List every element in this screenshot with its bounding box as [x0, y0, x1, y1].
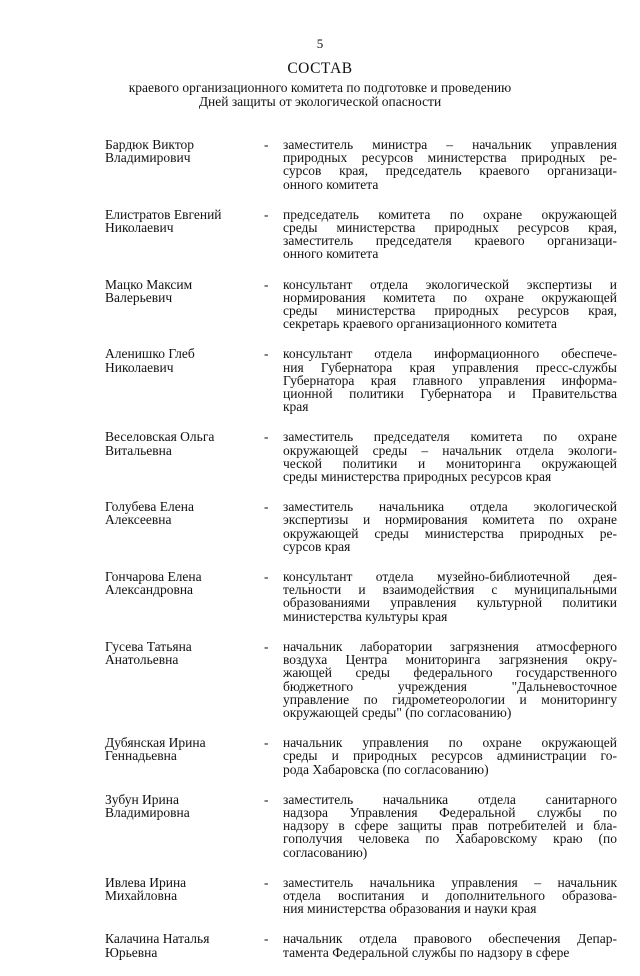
- member-name-line: Гончарова Елена: [105, 569, 202, 585]
- member-role-line: тельности и взаимодействия с муниципальными: [283, 582, 617, 598]
- member-role-line: сурсов края: [283, 538, 351, 554]
- member-role-line: жающей среды федерального государственного: [283, 665, 617, 681]
- committee-member: [105, 876, 617, 916]
- member-role-line: края: [283, 399, 309, 415]
- member-role-line: управление по гидрометеорологии и мониторингу: [283, 691, 617, 707]
- member-name: [105, 430, 255, 456]
- member-name-line: Калачина Наталья: [105, 931, 210, 947]
- member-name-line: Николаевич: [105, 359, 174, 375]
- committee-member: [105, 500, 617, 553]
- member-name-line: Елистратов Евгений: [105, 206, 222, 222]
- member-role-line: консультант отдела экологической экспертизы и: [283, 276, 617, 292]
- member-name: [105, 278, 255, 304]
- member-name: [105, 876, 255, 902]
- committee-member-list: [105, 138, 617, 976]
- member-role-line: заместитель начальника отдела санитарного: [283, 791, 617, 807]
- member-role-line: ционной политики Губернатора и Правительства: [283, 386, 617, 402]
- member-role-line: секретарь краевого организационного комитета: [283, 316, 558, 332]
- member-name: [105, 138, 255, 164]
- member-role-line: консультант отдела информационного обеспече-: [283, 346, 617, 362]
- member-role-line: онного комитета: [283, 176, 379, 192]
- member-name: [105, 640, 255, 666]
- member-name-line: Голубева Елена: [105, 499, 194, 515]
- committee-member: [105, 430, 617, 483]
- member-role-line: председатель комитета по охране окружающей: [283, 206, 617, 222]
- member-role-line: начальник управления по охране окружающей: [283, 735, 617, 751]
- member-role: [278, 932, 617, 958]
- dash-separator: -: [264, 874, 269, 890]
- member-role-line: начальник отдела правового обеспечения Депар-: [283, 931, 617, 947]
- committee-member: [105, 640, 617, 719]
- member-role-line: окружающей среды – начальник отдела экологи-: [283, 442, 617, 458]
- member-name: [105, 570, 255, 596]
- member-name-line: Аленишко Глеб: [105, 346, 195, 362]
- member-role-line: воздуха Центра мониторинга загрязнения окру-: [283, 652, 617, 668]
- member-name-line: Алексеевна: [105, 512, 172, 528]
- committee-member: [105, 793, 617, 859]
- member-role-line: среды министерства природных ресурсов края,: [283, 303, 617, 319]
- member-role: [278, 430, 617, 483]
- member-role-line: рода Хабаровска (по согласованию): [283, 761, 489, 777]
- page-number: 5: [316, 36, 324, 51]
- member-role-line: окружающей среды" (по согласованию): [283, 704, 512, 720]
- member-role-line: среды и природных ресурсов администрации го-: [283, 748, 617, 764]
- member-role-line: заместитель председателя краевого организаци-: [283, 233, 617, 249]
- member-name-line: Бардюк Виктор: [105, 137, 195, 152]
- member-name-line: Юрьевна: [105, 944, 158, 960]
- member-name: [105, 793, 255, 819]
- member-name-line: Александровна: [105, 582, 194, 598]
- member-role-line: отдела воспитания и дополнительного образова-: [283, 887, 617, 903]
- member-role-line: среды министерства природных ресурсов края,: [283, 220, 617, 236]
- member-role-line: надзора Управления Федеральной службы по: [283, 804, 617, 820]
- dash-separator: -: [264, 499, 269, 515]
- member-name-line: Гусева Татьяна: [105, 638, 192, 654]
- member-role-line: нормирования комитета по охране окружающей: [283, 289, 617, 305]
- member-role-line: образованиями управления культурной политики: [283, 595, 617, 611]
- subtitle-line: краевого организационного комитета по подготовке и проведению: [128, 80, 512, 95]
- member-name: [105, 347, 255, 373]
- member-name: [105, 736, 255, 762]
- member-role-line: бюджетного учреждения "Дальневосточное: [283, 678, 617, 694]
- committee-member: [105, 278, 617, 331]
- committee-member: [105, 138, 617, 191]
- committee-member: [105, 570, 617, 623]
- dash-separator: -: [264, 569, 269, 585]
- member-name: [105, 932, 255, 958]
- member-name-line: Мацко Максим: [105, 276, 193, 292]
- document-title: СОСТАВ: [287, 60, 353, 77]
- committee-member: [105, 736, 617, 776]
- member-name-line: Зубун Ирина: [105, 791, 179, 807]
- member-role-line: заместитель министра – начальник управления: [283, 137, 617, 152]
- member-role-line: начальник лаборатории загрязнения атмосферного: [283, 638, 617, 654]
- subtitle-line: Дней защиты от экологической опасности: [198, 94, 442, 109]
- member-role-line: министерства культуры края: [283, 608, 448, 624]
- member-name: [105, 208, 255, 234]
- committee-member: [105, 347, 617, 413]
- committee-member: [105, 932, 617, 958]
- member-role: [278, 347, 617, 413]
- member-name-line: Витальевна: [105, 442, 172, 458]
- member-role-line: заместитель начальника управления – начальник: [283, 874, 617, 890]
- member-role: [278, 500, 617, 553]
- member-role-line: среды министерства природных ресурсов края: [283, 469, 552, 485]
- dash-separator: -: [264, 137, 269, 152]
- member-role: [278, 736, 617, 776]
- member-name-line: Николаевич: [105, 220, 174, 236]
- member-role-line: согласованию): [283, 844, 368, 860]
- dash-separator: -: [264, 346, 269, 362]
- dash-separator: -: [264, 429, 269, 445]
- member-role-line: природных ресурсов министерства природных ре-: [283, 150, 617, 166]
- member-name-line: Владимирович: [105, 150, 191, 166]
- member-name-line: Веселовская Ольга: [105, 429, 215, 445]
- member-role: [278, 640, 617, 719]
- dash-separator: -: [264, 638, 269, 654]
- member-name-line: Дубянская Ирина: [105, 735, 206, 751]
- member-name-line: Валерьевич: [105, 289, 173, 305]
- member-role-line: сурсов края, председатель краевого организаци-: [283, 163, 617, 179]
- member-name-line: Ивлева Ирина: [105, 874, 187, 890]
- member-name-line: Владимировна: [105, 804, 190, 820]
- dash-separator: -: [264, 791, 269, 807]
- member-role-line: тамента Федеральной службы по надзору в сфере: [283, 944, 570, 960]
- dash-separator: -: [264, 276, 269, 292]
- member-role: [278, 138, 617, 191]
- member-name-line: Михайловна: [105, 887, 178, 903]
- member-role-line: окружающей среды министерства природных ре-: [283, 525, 617, 541]
- member-role: [278, 876, 617, 916]
- committee-member: [105, 208, 617, 261]
- member-role-line: ния министерства образования и науки края: [283, 901, 537, 917]
- member-role-line: консультант отдела музейно-библиотечной дея-: [283, 569, 617, 585]
- member-role-line: гополучия человека по Хабаровскому краю (по: [283, 831, 617, 847]
- member-role: [278, 208, 617, 261]
- member-role-line: заместитель начальника отдела экологической: [283, 499, 617, 515]
- member-role-line: заместитель председателя комитета по охране: [283, 429, 617, 445]
- member-role-line: Губернатора края главного управления информа-: [283, 372, 617, 388]
- member-name-line: Геннадьевна: [105, 748, 177, 764]
- member-role-line: ческой политики и мониторинга окружающей: [283, 455, 617, 471]
- dash-separator: -: [264, 735, 269, 751]
- member-role-line: онного комитета: [283, 246, 379, 262]
- member-name-line: Анатольевна: [105, 652, 179, 668]
- dash-separator: -: [264, 931, 269, 947]
- member-role-line: ния Губернатора края управления пресс-службы: [283, 359, 617, 375]
- dash-separator: -: [264, 206, 269, 222]
- document-subtitle: [0, 81, 640, 109]
- member-role: [278, 793, 617, 859]
- member-role-line: экспертизы и нормирования комитета по охране: [283, 512, 617, 528]
- member-name: [105, 500, 255, 526]
- member-role: [278, 278, 617, 331]
- member-role: [278, 570, 617, 623]
- member-role-line: надзору в сфере защиты прав потребителей и бла-: [283, 818, 617, 834]
